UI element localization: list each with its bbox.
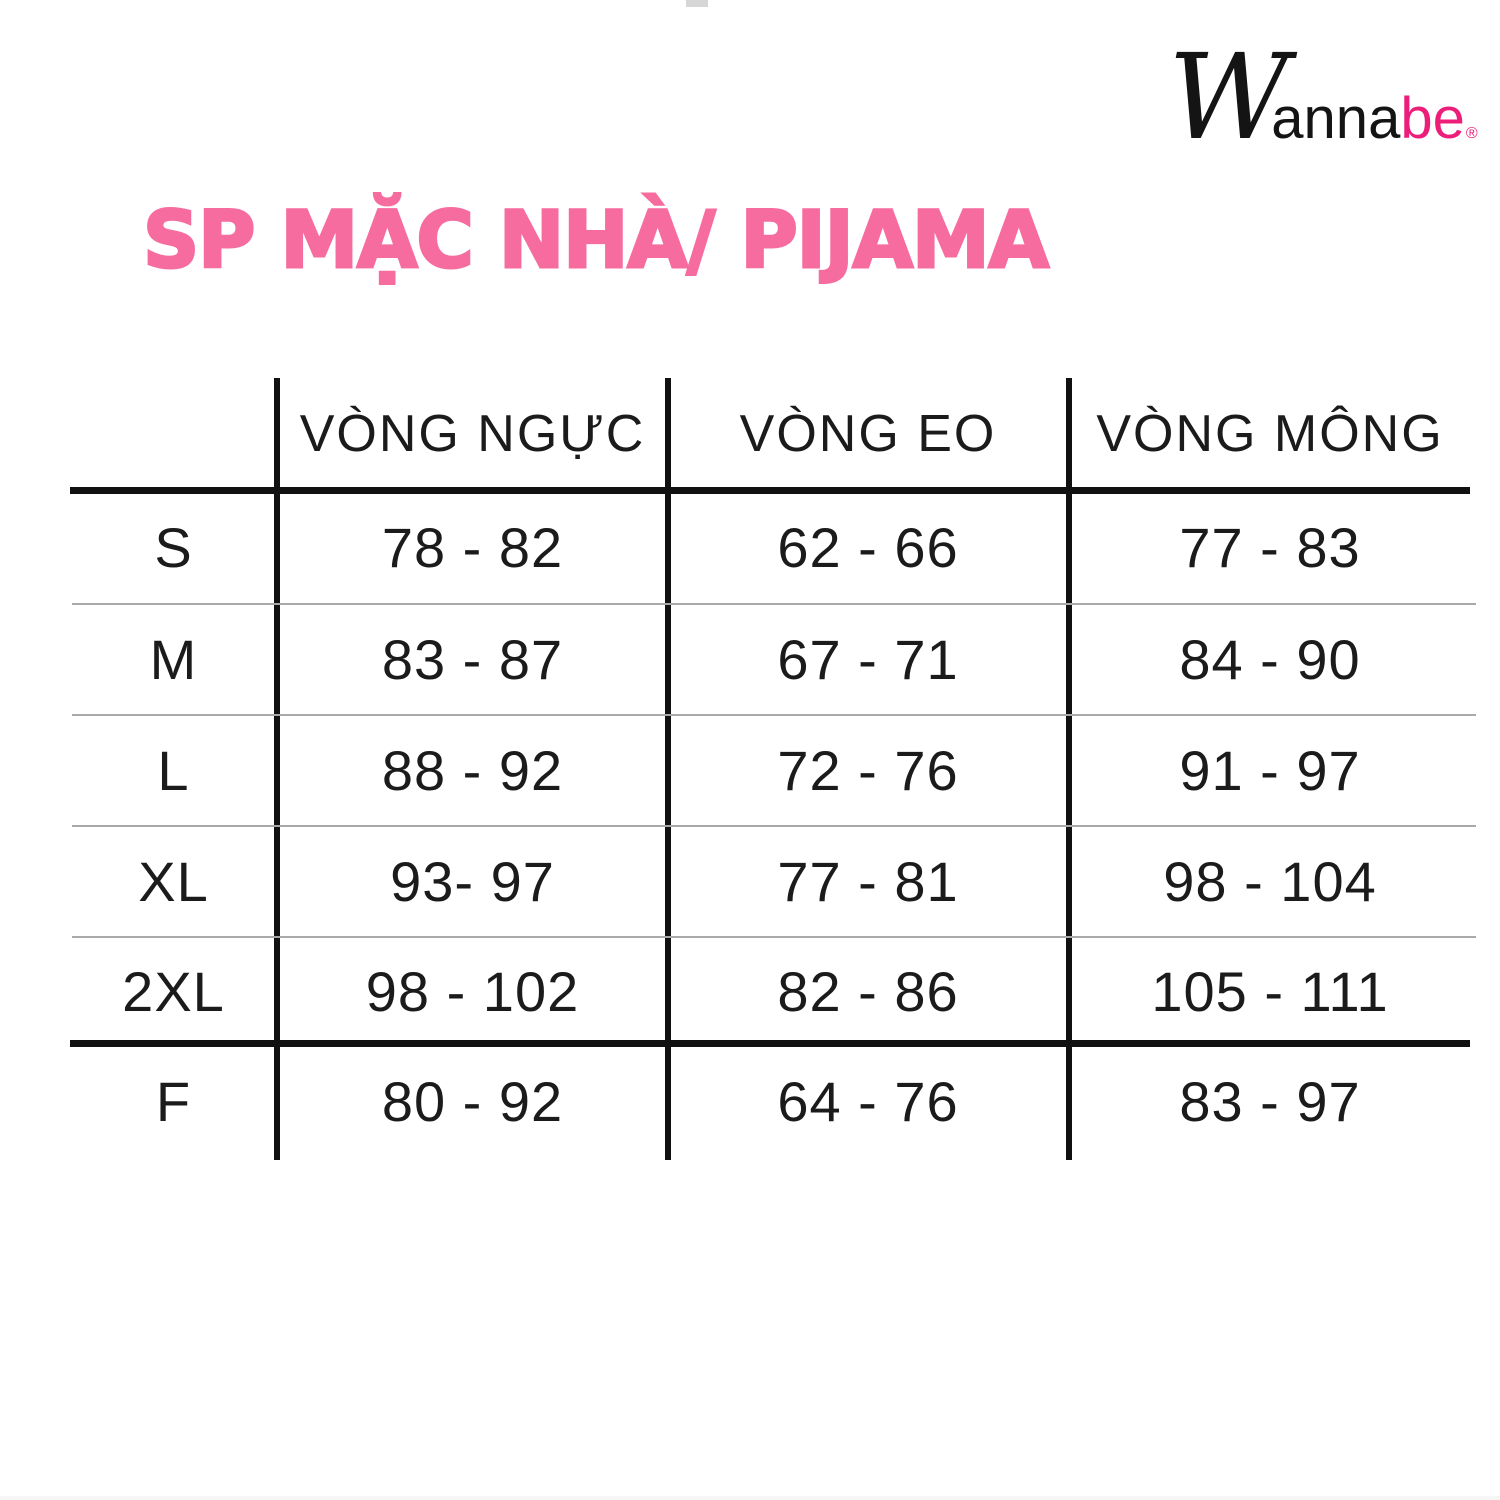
registered-trademark-icon: ® (1465, 125, 1478, 142)
table-header-row (70, 378, 1472, 490)
table-row (70, 490, 1472, 604)
header-hip: VÒNG MÔNG (1096, 405, 1444, 463)
hip-value: 105 - 111 (1151, 959, 1389, 1023)
table-row (70, 1045, 1472, 1157)
hip-value: 77 - 83 (1179, 515, 1361, 579)
hip-value: 83 - 97 (1179, 1069, 1361, 1133)
row-separator (72, 936, 1476, 938)
table-row (70, 826, 1472, 937)
hip-value: 98 - 104 (1163, 850, 1377, 913)
row-separator (72, 603, 1476, 605)
bust-value: 88 - 92 (381, 739, 564, 802)
size-label: XL (138, 850, 209, 913)
logo-word-accent: be (1400, 86, 1465, 151)
waist-value: 72 - 76 (777, 739, 959, 802)
page-title: SP MẶC NHÀ/ PIJAMA (143, 196, 1049, 286)
bottom-edge-artifact (0, 1496, 1500, 1500)
hip-value: 84 - 90 (1179, 628, 1361, 691)
table-row (70, 715, 1472, 826)
footer-rule (70, 1040, 1470, 1047)
header-waist: VÒNG EO (739, 405, 997, 463)
bust-value: 80 - 92 (381, 1069, 564, 1133)
size-label: S (154, 515, 193, 579)
waist-value: 64 - 76 (777, 1069, 959, 1133)
size-label: F (155, 1069, 192, 1133)
bust-value: 83 - 87 (381, 628, 564, 691)
logo-script-initial: W (1168, 28, 1286, 166)
size-label: L (157, 739, 190, 802)
top-edge-artifact (686, 0, 708, 7)
table-row (70, 604, 1472, 715)
waist-value: 62 - 66 (777, 515, 959, 579)
brand-logo (1168, 28, 1478, 168)
row-separator (72, 825, 1476, 827)
bust-value: 98 - 102 (365, 959, 580, 1023)
header-rule (70, 487, 1470, 494)
header-bust: VÒNG NGỰC (299, 405, 646, 463)
bust-value: 93- 97 (390, 850, 555, 913)
table-row (70, 937, 1472, 1045)
header-size-blank (70, 378, 277, 490)
hip-value: 91 - 97 (1179, 739, 1361, 802)
logo-word-rest: anna (1271, 86, 1401, 151)
bust-value: 78 - 82 (381, 515, 564, 579)
waist-value: 82 - 86 (777, 959, 959, 1023)
size-label: M (149, 628, 198, 691)
row-separator (72, 714, 1476, 716)
size-label: 2XL (122, 959, 225, 1023)
waist-value: 67 - 71 (777, 628, 959, 691)
waist-value: 77 - 81 (777, 850, 959, 913)
